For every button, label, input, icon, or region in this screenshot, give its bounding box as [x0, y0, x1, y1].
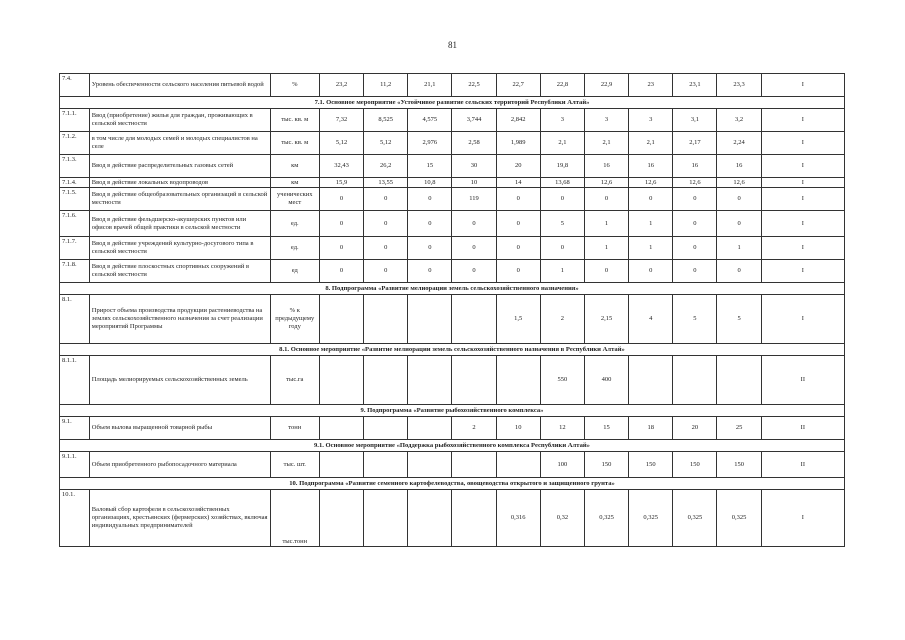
- row-value: 22,7: [496, 74, 540, 97]
- table-row: [60, 452, 845, 478]
- row-value: 0: [452, 211, 496, 237]
- row-name: Прирост объема производства продукции растениеводства на землях сельскохозяйственного назначения за счет реализации мероприятий Программы: [89, 295, 270, 344]
- row-value: [364, 417, 408, 440]
- row-value: 119: [452, 188, 496, 211]
- row-value: 150: [629, 452, 673, 478]
- row-value: 12,6: [717, 178, 761, 188]
- row-value: 3,744: [452, 109, 496, 132]
- page-number: 81: [448, 40, 457, 50]
- row-value: [408, 490, 452, 547]
- row-value: 10: [496, 417, 540, 440]
- row-value: [408, 417, 452, 440]
- row-value: 1: [629, 211, 673, 237]
- table-row: [60, 132, 845, 155]
- row-code: 7.1.5.: [60, 188, 90, 211]
- row-value: 0: [673, 237, 717, 260]
- row-value: 0,325: [584, 490, 628, 547]
- row-value: [408, 452, 452, 478]
- row-value: 1: [717, 237, 761, 260]
- row-value: 0,325: [717, 490, 761, 547]
- row-value: 20: [496, 155, 540, 178]
- row-value: 0: [496, 211, 540, 237]
- row-name: Объем приобретенного рыбопосадочного материала: [89, 452, 270, 478]
- row-group: I: [761, 295, 844, 344]
- row-value: 0: [673, 188, 717, 211]
- row-value: 3: [629, 109, 673, 132]
- table-row: [60, 178, 845, 188]
- row-code: 9.1.1.: [60, 452, 90, 478]
- row-value: 23,2: [319, 74, 363, 97]
- row-value: [364, 452, 408, 478]
- table-row: [60, 295, 845, 344]
- row-unit: тыс.га: [270, 356, 319, 405]
- section-header-row: [60, 405, 845, 417]
- row-value: 550: [540, 356, 584, 405]
- row-value: 15: [408, 155, 452, 178]
- row-value: 23,1: [673, 74, 717, 97]
- row-name: Объем вылова выращенной товарной рыбы: [89, 417, 270, 440]
- row-name: Ввод в действие фельдшерско-акушерских пунктов или офисов врачей общей практики в сельской местности: [89, 211, 270, 237]
- row-value: 1: [584, 211, 628, 237]
- row-value: 16: [717, 155, 761, 178]
- table-row: [60, 237, 845, 260]
- row-value: 21,1: [408, 74, 452, 97]
- row-value: 2,15: [584, 295, 628, 344]
- row-value: 22,9: [584, 74, 628, 97]
- row-value: 16: [584, 155, 628, 178]
- row-value: 5: [673, 295, 717, 344]
- row-value: 400: [584, 356, 628, 405]
- row-value: 2,1: [540, 132, 584, 155]
- row-group: I: [761, 74, 844, 97]
- row-value: [408, 356, 452, 405]
- row-group: I: [761, 132, 844, 155]
- section-title: 9. Подпрограмма «Развитие рыбохозяйственного комплекса»: [60, 405, 845, 417]
- row-value: 4: [629, 295, 673, 344]
- row-value: [364, 356, 408, 405]
- row-group: II: [761, 356, 844, 405]
- row-value: [452, 356, 496, 405]
- row-unit: тыс. кв. м: [270, 132, 319, 155]
- row-code: 7.1.8.: [60, 260, 90, 283]
- row-value: 3,2: [717, 109, 761, 132]
- row-value: 5: [717, 295, 761, 344]
- row-value: 0: [496, 260, 540, 283]
- row-value: 0: [496, 237, 540, 260]
- row-value: 100: [540, 452, 584, 478]
- row-unit: тонн: [270, 417, 319, 440]
- table-row: [60, 356, 845, 405]
- row-value: 1,989: [496, 132, 540, 155]
- row-group: I: [761, 211, 844, 237]
- row-value: 3,1: [673, 109, 717, 132]
- row-value: 0: [717, 188, 761, 211]
- row-value: 3: [584, 109, 628, 132]
- row-value: 0: [540, 237, 584, 260]
- row-value: 14: [496, 178, 540, 188]
- row-value: 0: [629, 188, 673, 211]
- row-value: 10,8: [408, 178, 452, 188]
- row-name: в том числе для молодых семей и молодых специалистов на селе: [89, 132, 270, 155]
- row-name: Ввод в действие распределительных газовых сетей: [89, 155, 270, 178]
- row-value: 10: [452, 178, 496, 188]
- row-value: 0,325: [629, 490, 673, 547]
- row-value: 19,8: [540, 155, 584, 178]
- row-value: 2,1: [629, 132, 673, 155]
- row-value: [717, 356, 761, 405]
- row-value: [319, 452, 363, 478]
- row-value: 2: [540, 295, 584, 344]
- row-unit: тыс. шт.: [270, 452, 319, 478]
- row-value: 2,58: [452, 132, 496, 155]
- row-value: 12,6: [584, 178, 628, 188]
- row-value: 0: [452, 237, 496, 260]
- section-header-row: [60, 97, 845, 109]
- row-value: 0: [319, 211, 363, 237]
- row-unit: тыс. кв. м: [270, 109, 319, 132]
- row-value: [364, 490, 408, 547]
- row-value: 12,6: [673, 178, 717, 188]
- row-value: 4,575: [408, 109, 452, 132]
- row-value: 1: [540, 260, 584, 283]
- row-group: I: [761, 260, 844, 283]
- row-value: 5: [540, 211, 584, 237]
- row-value: 16: [629, 155, 673, 178]
- row-value: 0,325: [673, 490, 717, 547]
- row-value: 0: [584, 188, 628, 211]
- row-name: Ввод в действие локальных водопроводов: [89, 178, 270, 188]
- row-code: 7.1.7.: [60, 237, 90, 260]
- row-name: Ввод в действие общеобразовательных организаций в сельской местности: [89, 188, 270, 211]
- row-code: 8.1.: [60, 295, 90, 344]
- row-value: 0: [319, 260, 363, 283]
- table-row: [60, 109, 845, 132]
- row-code: 7.1.2.: [60, 132, 90, 155]
- row-value: 0: [496, 188, 540, 211]
- row-value: 150: [673, 452, 717, 478]
- row-value: 2,842: [496, 109, 540, 132]
- row-value: 1: [629, 237, 673, 260]
- row-code: 7.1.4.: [60, 178, 90, 188]
- row-code: 8.1.1.: [60, 356, 90, 405]
- section-title: 7.1. Основное мероприятие «Устойчивое развитие сельских территорий Республики Алтай»: [60, 97, 845, 109]
- row-unit: ед.: [270, 237, 319, 260]
- row-value: 12,6: [629, 178, 673, 188]
- row-value: 8,525: [364, 109, 408, 132]
- row-value: 2,976: [408, 132, 452, 155]
- row-value: 15: [584, 417, 628, 440]
- row-value: 0: [319, 188, 363, 211]
- table-row: [60, 155, 845, 178]
- row-value: 150: [717, 452, 761, 478]
- section-title: 9.1. Основное мероприятие «Поддержка рыбохозяйственного комплекса Республики Алтай»: [60, 440, 845, 452]
- row-value: 0,32: [540, 490, 584, 547]
- indicators-table: [59, 73, 845, 547]
- row-value: [319, 356, 363, 405]
- row-value: 18: [629, 417, 673, 440]
- row-value: 2: [452, 417, 496, 440]
- row-unit: ед.: [270, 211, 319, 237]
- row-value: 20: [673, 417, 717, 440]
- section-header-row: [60, 344, 845, 356]
- row-unit: % к предыдущему году: [270, 295, 319, 344]
- row-value: [629, 356, 673, 405]
- row-value: [408, 295, 452, 344]
- row-value: 13,68: [540, 178, 584, 188]
- row-value: 32,43: [319, 155, 363, 178]
- table-row: [60, 211, 845, 237]
- row-group: I: [761, 188, 844, 211]
- row-value: [364, 295, 408, 344]
- row-value: [319, 417, 363, 440]
- row-value: 0: [408, 211, 452, 237]
- row-value: [452, 490, 496, 547]
- row-value: [319, 295, 363, 344]
- section-header-row: [60, 440, 845, 452]
- row-value: 11,2: [364, 74, 408, 97]
- row-name: Площадь мелиорируемых сельскохозяйственных земель: [89, 356, 270, 405]
- row-group: I: [761, 155, 844, 178]
- table-row: [60, 188, 845, 211]
- row-unit: тыс.тонн: [270, 490, 319, 547]
- row-value: 26,2: [364, 155, 408, 178]
- row-value: 0,316: [496, 490, 540, 547]
- row-value: 22,5: [452, 74, 496, 97]
- row-unit: ученических мест: [270, 188, 319, 211]
- row-value: 15,9: [319, 178, 363, 188]
- row-value: 0: [452, 260, 496, 283]
- row-value: 0: [364, 211, 408, 237]
- row-value: 22,8: [540, 74, 584, 97]
- row-value: 23,3: [717, 74, 761, 97]
- row-code: 7.1.1.: [60, 109, 90, 132]
- row-value: 12: [540, 417, 584, 440]
- row-value: 3: [540, 109, 584, 132]
- row-value: 0: [364, 188, 408, 211]
- table-row: [60, 74, 845, 97]
- row-value: [319, 490, 363, 547]
- row-value: 0: [540, 188, 584, 211]
- section-header-row: [60, 283, 845, 295]
- row-unit: ед: [270, 260, 319, 283]
- row-value: 1: [584, 237, 628, 260]
- row-value: 0: [717, 260, 761, 283]
- row-unit: км: [270, 178, 319, 188]
- row-group: I: [761, 237, 844, 260]
- table-row: [60, 490, 845, 547]
- row-value: 0: [408, 260, 452, 283]
- row-value: 0: [673, 260, 717, 283]
- row-value: 0: [408, 188, 452, 211]
- row-name: Ввод в действие учреждений культурно-досугового типа в сельской местности: [89, 237, 270, 260]
- row-value: 7,32: [319, 109, 363, 132]
- row-value: 25: [717, 417, 761, 440]
- row-value: 16: [673, 155, 717, 178]
- row-value: 0: [584, 260, 628, 283]
- row-name: Валовый сбор картофеля в сельскохозяйственных организациях, крестьянских (фермерских) хозяйствах, включая индивидуальных предпринимателей: [89, 490, 270, 547]
- row-value: 2,17: [673, 132, 717, 155]
- section-title: 10. Подпрограмма «Развитие семенного картофелеводства, овощеводства открытого и защищенного грунта»: [60, 478, 845, 490]
- row-value: [452, 295, 496, 344]
- row-value: 5,12: [364, 132, 408, 155]
- row-value: [496, 452, 540, 478]
- row-value: 0: [717, 211, 761, 237]
- row-value: 0: [629, 260, 673, 283]
- row-value: 150: [584, 452, 628, 478]
- section-header-row: [60, 478, 845, 490]
- row-code: 7.4.: [60, 74, 90, 97]
- row-value: 0: [408, 237, 452, 260]
- row-name: Ввод в действие плоскостных спортивных сооружений в сельской местности: [89, 260, 270, 283]
- row-value: 0: [319, 237, 363, 260]
- row-value: [496, 356, 540, 405]
- row-value: [452, 452, 496, 478]
- row-code: 10.1.: [60, 490, 90, 547]
- table-row: [60, 417, 845, 440]
- row-value: 23: [629, 74, 673, 97]
- table-row: [60, 260, 845, 283]
- section-title: 8. Подпрограмма «Развитие мелиорации земель сельскохозяйственного назначения»: [60, 283, 845, 295]
- row-group: II: [761, 452, 844, 478]
- row-group: I: [761, 109, 844, 132]
- row-group: I: [761, 490, 844, 547]
- row-value: 1,5: [496, 295, 540, 344]
- row-group: I: [761, 178, 844, 188]
- row-value: 13,55: [364, 178, 408, 188]
- row-unit: %: [270, 74, 319, 97]
- row-value: 30: [452, 155, 496, 178]
- row-code: 7.1.3.: [60, 155, 90, 178]
- row-group: II: [761, 417, 844, 440]
- row-code: 9.1.: [60, 417, 90, 440]
- row-value: 2,1: [584, 132, 628, 155]
- row-value: 0: [673, 211, 717, 237]
- row-value: [673, 356, 717, 405]
- row-code: 7.1.6.: [60, 211, 90, 237]
- row-value: 2,24: [717, 132, 761, 155]
- row-value: 0: [364, 260, 408, 283]
- section-title: 8.1. Основное мероприятие «Развитие мелиорации земель сельскохозяйственного назначения в Республики Алтай»: [60, 344, 845, 356]
- row-name: Ввод (приобретение) жилья для граждан, проживающих в сельской местности: [89, 109, 270, 132]
- row-value: 5,12: [319, 132, 363, 155]
- row-name: Уровень обеспеченности сельского населения питьевой водой: [89, 74, 270, 97]
- row-value: 0: [364, 237, 408, 260]
- row-unit: км: [270, 155, 319, 178]
